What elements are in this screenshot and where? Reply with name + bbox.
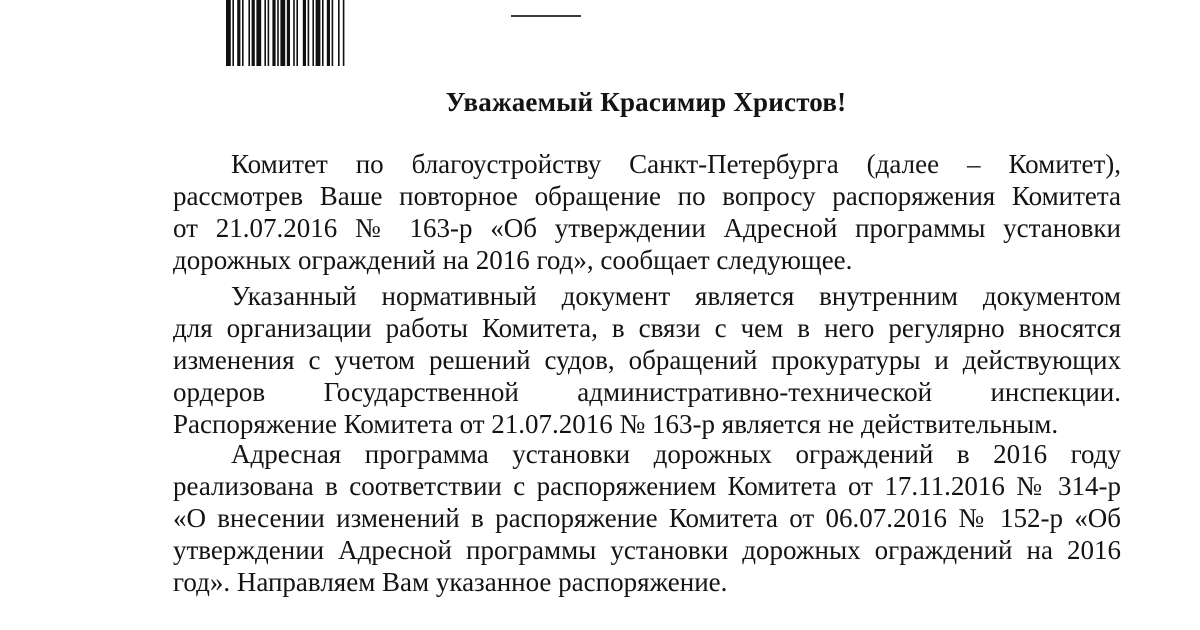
barcode-bar (256, 0, 261, 66)
barcode-bar (327, 0, 330, 66)
barcode-bar (252, 0, 255, 66)
salutation-text: Уважаемый Красимир Христов! (445, 87, 847, 117)
paragraph-line: для организации работы Комитета, в связи с чем в него регулярно вносятся (173, 313, 1121, 343)
barcode-bar (277, 0, 279, 66)
paragraph-line: рассмотрев Ваше повторное обращение по вопросу распоряжения Комитета (173, 181, 1121, 211)
barcode-bar (264, 0, 266, 66)
barcode-bar (293, 0, 295, 66)
barcode (226, 0, 406, 66)
paragraph-line: Указанный нормативный документ является внутренним документом (231, 281, 1121, 311)
paragraph-1 (173, 148, 1121, 276)
paragraph-3 (173, 438, 1121, 598)
paragraph-line: Адресная программа установки дорожных ограждений в 2016 году (231, 439, 1121, 469)
barcode-bar (303, 0, 306, 66)
barcode-bar (272, 0, 275, 66)
paragraph-line: Распоряжение Комитета от 21.07.2016 № 163-р является не действительным. (173, 409, 1059, 439)
barcode-bar (242, 0, 244, 66)
salutation (0, 82, 1200, 122)
barcode-bar (338, 0, 340, 66)
barcode-bar (343, 0, 345, 66)
paragraph-line: ордеров Государственной административно-технической инспекции. (173, 377, 1121, 407)
barcode-bar (232, 0, 234, 66)
barcode-bar (287, 0, 290, 66)
barcode-bar (322, 0, 324, 66)
barcode-bar (268, 0, 270, 66)
barcode-bar (332, 0, 334, 66)
paragraph-line: утверждении Адресной программы установки дорожных ограждений на 2016 (173, 535, 1121, 565)
barcode-bar (280, 0, 285, 66)
paragraph-line: дорожных ограждений на 2016 год», сообщает следующее. (173, 245, 853, 275)
barcode-bar (316, 0, 321, 66)
barcode-bar (226, 0, 231, 66)
barcode-bar (308, 0, 310, 66)
paragraph-line: год». Направляем Вам указанное распоряжение. (173, 567, 728, 597)
registration-line (511, 15, 581, 17)
barcode-bar (237, 0, 240, 66)
paragraph-2 (173, 280, 1121, 440)
barcode-bar (312, 0, 314, 66)
barcode-bar (296, 0, 298, 66)
paragraph-line: от 21.07.2016 № 163-р «Об утверждении Адресной программы установки (173, 213, 1121, 243)
paragraph-line: Комитет по благоустройству Санкт-Петербурга (далее – Комитет), (231, 149, 1121, 179)
paragraph-line: реализована в соответствии с распоряжением Комитета от 17.11.2016 № 314-р (173, 471, 1121, 501)
paragraph-line: «О внесении изменений в распоряжение Комитета от 06.07.2016 № 152-р «Об (173, 503, 1121, 533)
barcode-bar (248, 0, 250, 66)
paragraph-line: изменения с учетом решений судов, обращений прокуратуры и действующих (173, 345, 1121, 375)
